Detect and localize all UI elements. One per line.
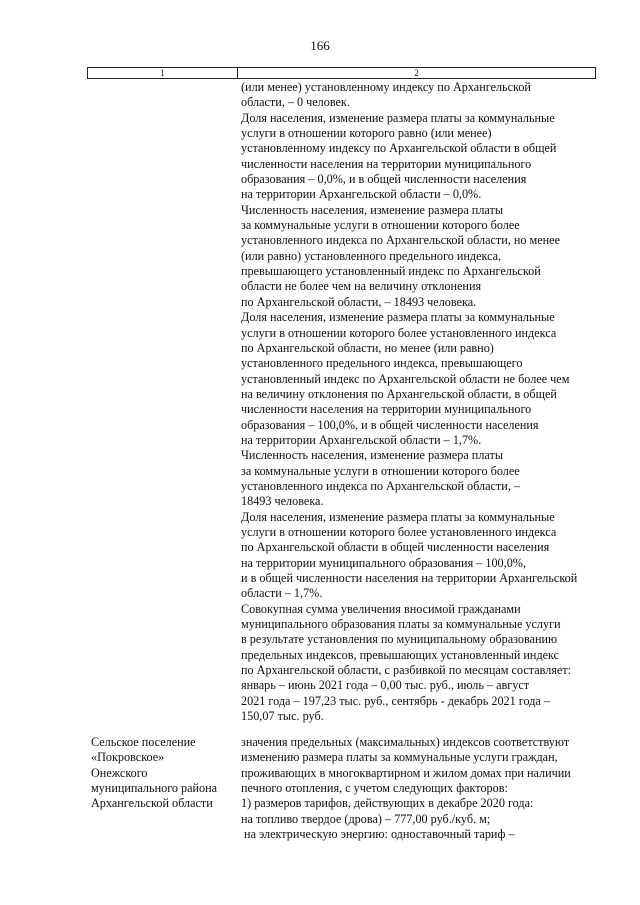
text-line: Доля населения, изменение размера платы за коммунальные: [241, 110, 555, 125]
municipality-name-cell: [91, 735, 241, 812]
municipality-name-line: Архангельской области: [91, 796, 213, 811]
text-line: услуги в отношении которого более установленного индекса: [241, 524, 557, 539]
text-line: январь – июнь 2021 года – 0,00 тыс. руб., июль – август: [241, 678, 530, 693]
text-line: значения предельных (максимальных) индексов соответствуют: [241, 735, 570, 749]
text-line: 2021 года – 197,23 тыс. руб., сентябрь - декабрь 2021 года –: [241, 693, 550, 708]
text-line: Доля населения, изменение размера платы за коммунальные: [241, 310, 555, 325]
text-line: 150,07 тыс. руб.: [241, 709, 324, 724]
text-line: области не более чем на величину отклонения: [241, 279, 482, 294]
text-line: Численность населения, изменение размера платы: [241, 202, 504, 217]
text-line: Численность населения, изменение размера платы: [241, 448, 504, 463]
text-line: превышающего установленный индекс по Архангельской: [241, 264, 541, 279]
text-line: 1) размеров тарифов, действующих в декабре 2020 года:: [241, 796, 534, 811]
text-line: на территории Архангельской области – 0,0%.: [241, 187, 482, 202]
text-line: на топливо твердое (дрова) – 777,00 руб./куб. м;: [241, 811, 491, 826]
text-line: за коммунальные услуги в отношении которого более: [241, 218, 520, 233]
text-line: 18493 человека.: [241, 494, 324, 509]
table-header-col2: 2: [414, 68, 419, 78]
table-header-row: [87, 67, 596, 79]
text-line: численности населения на территории муниципального: [241, 156, 532, 171]
text-line: установленному индексу по Архангельской области в общей: [241, 141, 557, 156]
text-line: на величину отклонения по Архангельской области, в общей: [241, 386, 557, 401]
text-line: (или менее) установленному индексу по Архангельской: [241, 80, 531, 94]
municipality-name-line: муниципального района: [91, 781, 218, 796]
text-line: области, – 0 человек.: [241, 95, 350, 110]
text-line: (или равно) установленного предельного индекса,: [241, 248, 502, 263]
text-line: муниципального образования платы за коммунальные услуги: [241, 617, 561, 632]
text-line: установленного предельного индекса, превышающего: [241, 356, 523, 371]
text-line: на территории Архангельской области – 1,7%.: [241, 432, 482, 447]
text-line: установленного индекса по Архангельской области, но менее: [241, 233, 560, 248]
text-line: установленный индекс по Архангельской области не более чем: [241, 371, 570, 386]
text-line: печного отопления, с учетом следующих факторов:: [241, 781, 508, 796]
text-line: образования – 0,0%, и в общей численности населения: [241, 172, 527, 187]
text-line: численности населения на территории муниципального: [241, 402, 532, 417]
text-line: образования – 100,0%, и в общей численности населения: [241, 417, 539, 432]
municipality-name-line: Сельское поселение: [91, 735, 196, 749]
text-line: услуги в отношении которого более установленного индекса: [241, 325, 557, 340]
municipality-name-line: «Покровское»: [91, 750, 165, 765]
text-line: за коммунальные услуги в отношении которого более: [241, 463, 520, 478]
text-line: по Архангельской области, – 18493 человека.: [241, 294, 477, 309]
text-line: по Архангельской области в общей численности населения: [241, 540, 550, 555]
text-line: Доля населения, изменение размера платы за коммунальные: [241, 509, 555, 524]
text-line: изменению размера платы за коммунальные услуги граждан,: [241, 750, 558, 765]
table-header-col1: 1: [88, 68, 238, 78]
text-line: услуги в отношении которого равно (или менее): [241, 126, 492, 141]
text-line: проживающих в многоквартирном и жилом домах при наличии: [241, 765, 571, 780]
text-line: на электрическую энергию: одноставочный тариф –: [241, 827, 515, 842]
text-line: и в общей численности населения на территории Архангельской: [241, 571, 578, 585]
text-line: на территории муниципального образования – 100,0%,: [241, 555, 526, 570]
continuation-text-block: [241, 80, 611, 724]
municipality-name-line: Онежского: [91, 765, 148, 780]
page-number: 166: [310, 38, 330, 53]
text-line: по Архангельской области, с разбивкой по месяцам составляет:: [241, 663, 572, 678]
text-line: по Архангельской области, но менее (или равно): [241, 340, 494, 355]
text-line: Совокупная сумма увеличения вносимой гражданами: [241, 601, 521, 616]
text-line: в результате установления по муниципальному образованию: [241, 632, 558, 647]
text-line: предельных индексов, превышающих установленный индекс: [241, 647, 560, 662]
text-line: установленного индекса по Архангельской области, –: [241, 478, 520, 493]
text-line: области – 1,7%.: [241, 586, 323, 601]
municipality-description-cell: [241, 735, 611, 842]
